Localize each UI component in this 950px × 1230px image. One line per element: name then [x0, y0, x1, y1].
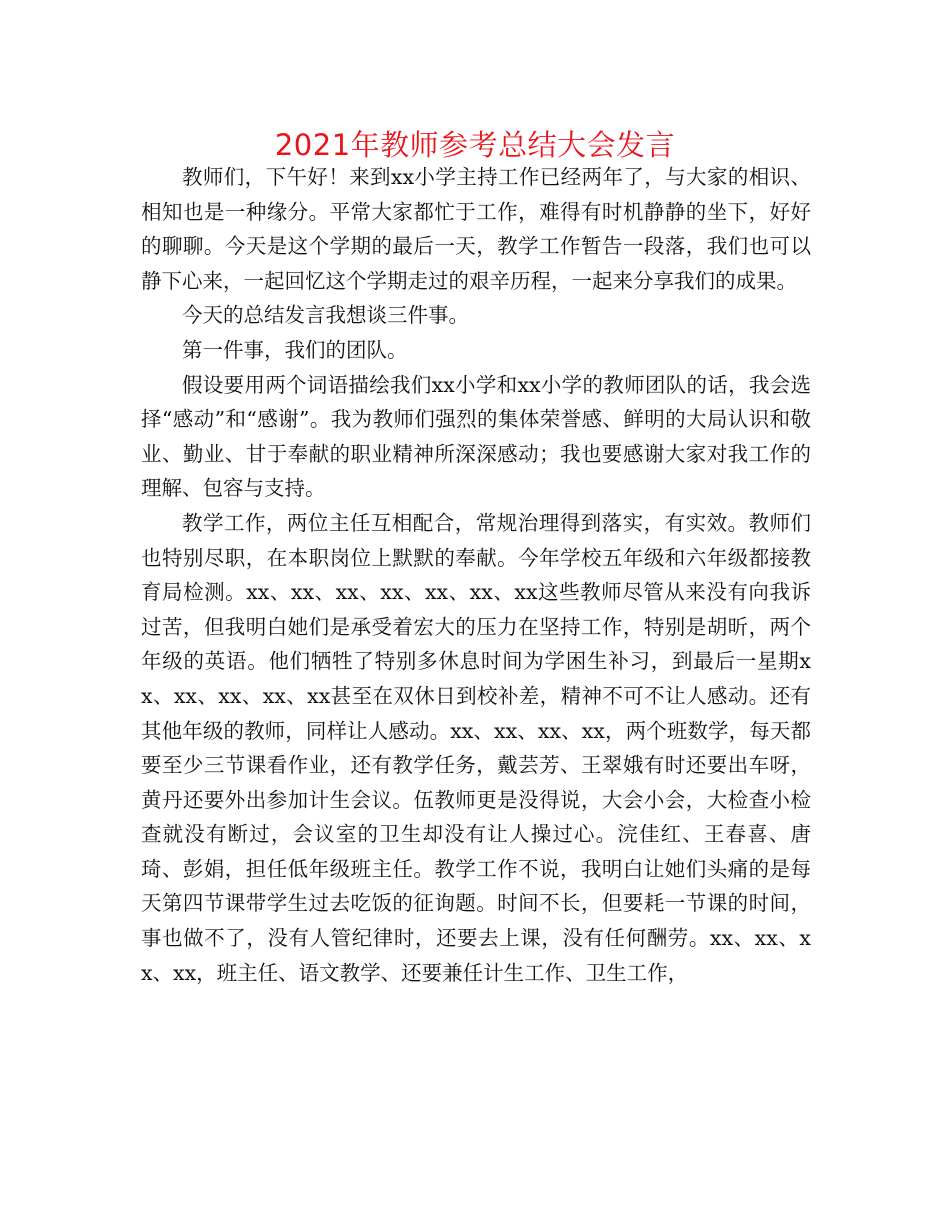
document-title: 2021年教师参考总结大会发言 — [274, 128, 676, 162]
document-body — [141, 160, 811, 990]
paragraph-team: 假设要用两个词语描绘我们xx小学和xx小学的教师团队的话，我会选择“感动”和“感谢”。我为教师们强烈的集体荣誉感、鲜明的大局认识和敬业、勤业、甘于奉献的职业精神所深深感动；我也要感谢大家对我工作的理解、包容与支持。 — [141, 372, 811, 501]
paragraph-three-things: 今天的总结发言我想谈三件事。 — [182, 303, 469, 328]
paragraph-greeting: 教师们，下午好！来到xx小学主持工作已经两年了，与大家的相识、相知也是一种缘分。平常大家都忙于工作，难得有时机静静的坐下，好好的聊聊。今天是这个学期的最后一天，教学工作暂告一段落，我们也可以静下心来，一起回忆这个学期走过的艰辛历程，一起来分享我们的成果。 — [141, 165, 811, 293]
paragraph-first-thing: 第一件事，我们的团队。 — [182, 337, 408, 362]
paragraph-teaching-work: 教学工作，两位主任互相配合，常规治理得到落实，有实效。教师们也特别尽职，在本职岗位上默默的奉献。今年学校五年级和六年级都接教育局检测。xx、xx、xx、xx、xx、xx、xx这些教师尽管从来没有向我诉过苦，但我明白她们是承受着宏大的压力在坚持工作，特别是胡昕，两个年级的英语。他们牺牲了特别多休息时间为学困生补习，到最后一星期xx、xx、xx、xx、xx甚至在双休日到校补差，精神不可不让人感动。还有其他年级的教师，同样让人感动。xx、xx、xx、xx，两个班数学，每天都要至少三节课看作业，还有教学任务，戴芸芳、王翠娥有时还要出车呀，黄丹还要外出参加计生会议。伍教师更是没得说，大会小会，大检查小检查就没有断过，会议室的卫生却没有让人操过心。浣佳红、王春喜、唐琦、彭娟，担任低年级班主任。教学工作不说，我明白让她们头痛的是每天第四节课带学生过去吃饭的征询题。时间不长，但要耗一节课的时间，事也做不了，没有人管纪律时，还要去上课，没有任何酬劳。xx、xx、xx、xx，班主任、语文教学、还要兼任计生工作、卫生工作， — [141, 510, 811, 985]
